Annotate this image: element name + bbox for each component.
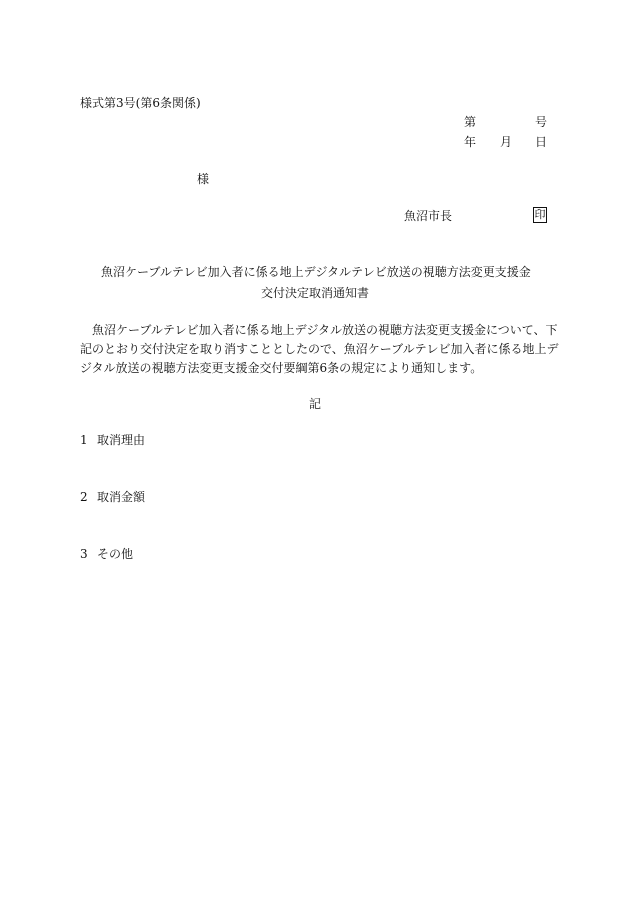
form-label: 様式第3号(第6条関係) [80, 96, 201, 110]
document-title-line2: 交付決定取消通知書 [260, 286, 369, 300]
list-item-number: 3 [80, 547, 88, 561]
document-title-line1: 魚沼ケーブルテレビ加入者に係る地上デジタルテレビ放送の視聴方法変更支援金 [101, 265, 531, 279]
list-item [80, 548, 133, 560]
list-item-label: 取消金額 [97, 490, 146, 504]
issuer-name: 魚沼市長 [404, 209, 453, 223]
recipient-suffix: 様 [197, 172, 210, 186]
list-item [80, 434, 145, 446]
list-item-number: 2 [80, 490, 88, 504]
date-day-label: 日 [535, 135, 548, 149]
list-item-number: 1 [80, 433, 88, 447]
list-item-label: 取消理由 [97, 433, 146, 447]
date-year-label: 年 [464, 135, 477, 149]
seal-mark: 印 [534, 208, 546, 221]
body-text-line1: 魚沼ケーブルテレビ加入者に係る地上デジタル放送の視聴方法変更支援金について、下 [80, 323, 558, 337]
number-prefix: 第 [464, 115, 477, 129]
list-item-label: その他 [97, 547, 134, 561]
body-text-line2: 記のとおり交付決定を取り消すこととしたので、魚沼ケーブルテレビ加入者に係る地上デ [80, 342, 559, 356]
body-text-line3: ジタル放送の視聴方法変更支援金交付要綱第6条の規定により通知します。 [80, 361, 483, 375]
date-month-label: 月 [500, 135, 513, 149]
number-suffix: 号 [535, 115, 548, 129]
list-item [80, 491, 145, 503]
ki-heading: 記 [308, 397, 321, 411]
